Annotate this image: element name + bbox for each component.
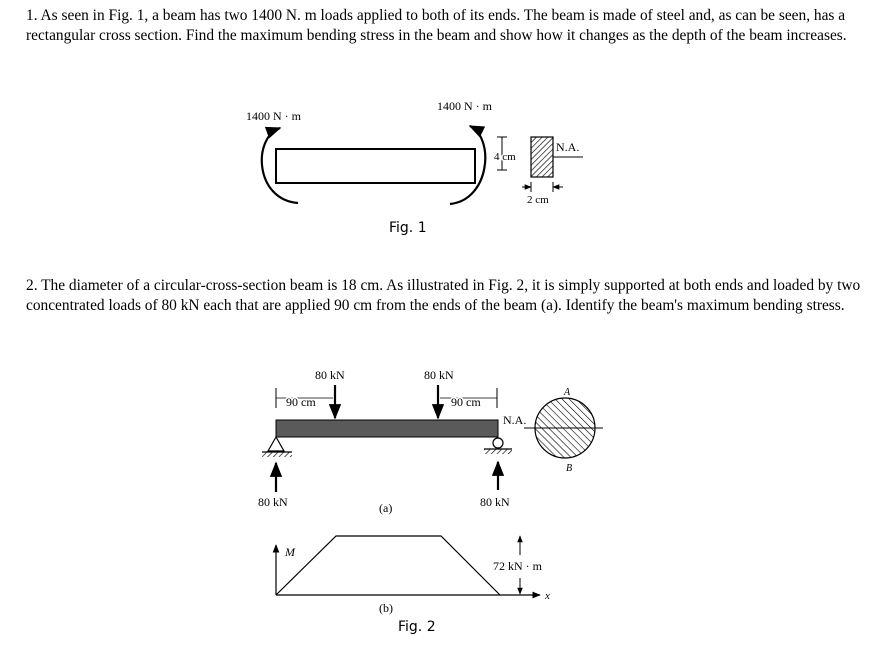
fig1-neutral-axis-label: N.A.	[556, 140, 580, 154]
fig2-dist-right-label: 90 cm	[451, 395, 481, 409]
question-2-text: 2. The diameter of a circular-cross-section beam is 18 cm. As illustrated in Fig. 2, it is simply supported at both ends and loaded by two concentrated loads of 80 kN each that are applied 90 cm from the ends of the beam (a). Identify the beam's maximum bending stress.	[26, 277, 861, 314]
fig1-width-label: 2 cm	[527, 194, 549, 206]
figure-1-caption: Fig. 1	[389, 220, 427, 236]
fig2-reaction-left-label: 80 kN	[258, 495, 288, 509]
fig1-depth-label: 4 cm	[494, 151, 516, 163]
fig2-beam	[276, 420, 498, 437]
fig2-moment-diagram	[276, 536, 500, 595]
question-1-text: 1. As seen in Fig. 1, a beam has two 1400 N. m loads applied to both of its ends. The beam is made of steel and, as can be seen, has a rectangular cross section. Find the maximum bending stress in the beam and show how it changes as the depth of the beam increases.	[26, 7, 847, 44]
fig1-cross-section	[531, 137, 553, 177]
fig2-point-a-label: A	[564, 387, 571, 398]
fig2-neutral-axis-label: N.A.	[503, 413, 527, 427]
fig2-sub-a-label: (a)	[379, 501, 393, 515]
fig1-beam	[276, 149, 475, 183]
fig2-support-left	[268, 437, 284, 451]
fig2-support-right	[493, 438, 503, 448]
fig2-load-right-label: 80 kN	[424, 368, 454, 382]
fig2-point-b-label: B	[566, 463, 573, 474]
fig2-moment-axis-label: M	[285, 545, 295, 559]
fig2-sub-b-label: (b)	[379, 601, 393, 615]
fig2-reaction-right-label: 80 kN	[480, 495, 510, 509]
fig2-x-axis-label: x	[545, 590, 550, 602]
fig2-dist-left-label: 90 cm	[286, 395, 316, 409]
fig2-load-left-label: 80 kN	[315, 368, 345, 382]
fig2-moment-value-label: 72 kN · m	[493, 559, 542, 573]
fig1-moment-right-label: 1400 N · m	[437, 99, 492, 113]
fig1-moment-left-label: 1400 N · m	[246, 109, 301, 123]
figure-2-caption: Fig. 2	[398, 619, 436, 635]
